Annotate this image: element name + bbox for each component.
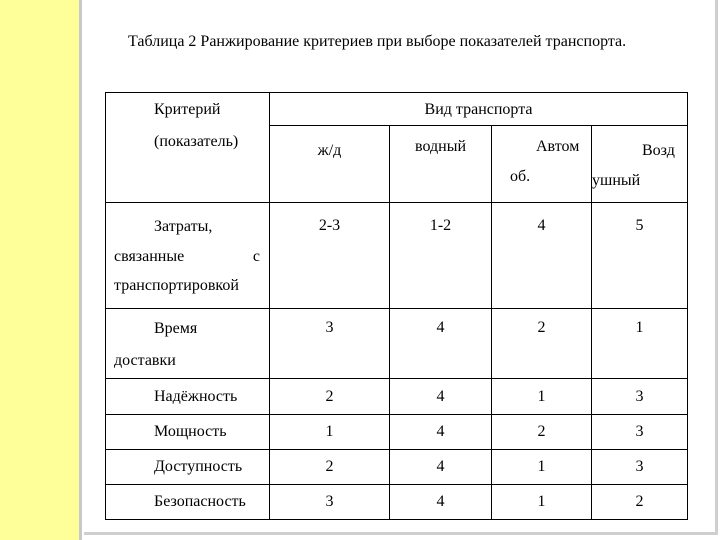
criterion-header-cell [106, 93, 270, 203]
cell-safety-auto: 1 [492, 485, 592, 520]
cell-delivery-water: 4 [390, 309, 492, 379]
row-label-costs-line3: транспортировкой [114, 277, 239, 294]
cell-costs-auto: 4 [492, 203, 592, 309]
row-label-delivery-line1: Время [154, 320, 198, 337]
table-row [106, 450, 688, 485]
cell-safety-air: 2 [592, 485, 688, 520]
row-label-costs-line1: Затраты, [154, 218, 213, 235]
cell-reliability-auto: 1 [492, 379, 592, 415]
cell-delivery-auto: 2 [492, 309, 592, 379]
column-header-water [390, 126, 492, 203]
cell-costs-water: 1-2 [390, 203, 492, 309]
header-row-top [106, 93, 688, 126]
column-header-rail-line1: ж/д [317, 142, 342, 159]
cell-availability-air: 3 [592, 450, 688, 485]
cell-availability-water: 4 [390, 450, 492, 485]
row-label-delivery-line2: доставки [114, 352, 176, 369]
ranking-table [105, 92, 688, 520]
transport-type-header: Вид транспорта [270, 93, 688, 126]
table-row [106, 309, 688, 379]
column-header-air [592, 126, 688, 203]
yellow-side-band [0, 0, 79, 540]
cell-reliability-water: 4 [390, 379, 492, 415]
cell-reliability-rail: 2 [270, 379, 390, 415]
row-label-costs-line2b: с [252, 248, 260, 265]
table-row [106, 203, 688, 309]
column-header-rail [270, 126, 390, 203]
table-row [106, 379, 688, 415]
column-header-water-line1: водный [415, 138, 466, 155]
cell-delivery-rail: 3 [270, 309, 390, 379]
row-label-reliability: Надёжность [106, 379, 270, 415]
cell-safety-water: 4 [390, 485, 492, 520]
row-label-availability: Доступность [106, 450, 270, 485]
table-row [106, 415, 688, 450]
cell-capacity-rail: 1 [270, 415, 390, 450]
cell-capacity-water: 4 [390, 415, 492, 450]
column-header-auto [492, 126, 592, 203]
cell-availability-auto: 1 [492, 450, 592, 485]
band-edge-line [79, 0, 82, 540]
row-label-capacity: Мощность [106, 415, 270, 450]
table-row [106, 485, 688, 520]
cell-capacity-auto: 2 [492, 415, 592, 450]
criterion-header-line1: Критерий [154, 101, 221, 118]
row-label-safety: Безопасность [106, 485, 270, 520]
cell-delivery-air: 1 [592, 309, 688, 379]
row-label-costs-line2: связанные [114, 248, 185, 265]
row-label-costs-line2-group [114, 237, 260, 277]
cell-reliability-air: 3 [592, 379, 688, 415]
cell-availability-rail: 2 [270, 450, 390, 485]
column-header-air-line2: ушный [592, 172, 641, 189]
row-label-delivery [106, 309, 270, 379]
cell-capacity-air: 3 [592, 415, 688, 450]
cell-costs-air: 5 [592, 203, 688, 309]
column-header-auto-line2: об. [510, 168, 531, 185]
criterion-header-line2: (показатель) [154, 133, 239, 150]
table-caption: Таблица 2 Ранжирование критериев при выборе показателей транспорта. [128, 33, 627, 50]
row-label-costs [106, 203, 270, 309]
column-header-air-line1: Возд [642, 142, 675, 159]
cell-costs-rail: 2-3 [270, 203, 390, 309]
column-header-auto-line1: Автом [536, 138, 580, 155]
cell-safety-rail: 3 [270, 485, 390, 520]
